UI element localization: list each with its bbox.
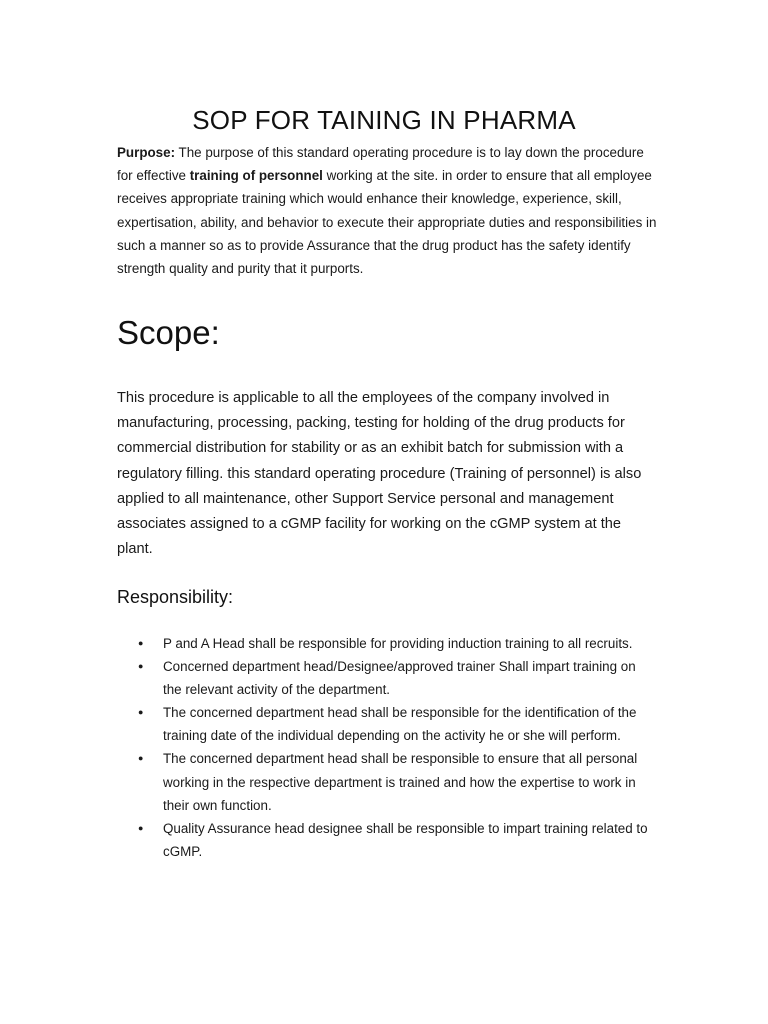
list-item (117, 747, 657, 816)
bullet-icon: ● (138, 707, 144, 718)
purpose-label: Purpose: (117, 145, 176, 160)
list-item (117, 632, 657, 655)
purpose-emphasis: training of personnel (189, 168, 323, 184)
list-item (117, 701, 657, 747)
list-item-text: The concerned department head shall be responsible to ensure that all personal working in the respective department is trained and how the expertise to work in their own function. (163, 751, 638, 813)
list-item (117, 817, 657, 863)
bullet-icon: ● (138, 638, 144, 648)
scope-paragraph: This procedure is applicable to all the employees of the company involved in manufacturing, processing, packing, testing for holding of the drug products for commercial distribution for stability or as an exhibit batch for submission with a regulatory filling. this standard operating procedure (Training of personnel) is also applied to all maintenance, other Support Service personal and management associates assigned to a cGMP facility for working on the cGMP system at the plant. (117, 390, 642, 558)
list-item-text: Quality Assurance head designee shall be responsible to impart training related to cGMP. (163, 820, 648, 859)
bullet-icon: ● (138, 822, 144, 833)
list-item (117, 655, 657, 701)
bullet-icon: ● (138, 753, 144, 764)
list-item-text: Concerned department head/Designee/approved trainer Shall impart training on the relevant activity of the department. (163, 659, 636, 698)
bullet-icon: ● (138, 661, 144, 672)
list-item-text: P and A Head shall be responsible for providing induction training to all recruits. (163, 636, 633, 651)
list-item-text: The concerned department head shall be responsible for the identification of the training date of the individual depending on the activity he or she will perform. (163, 705, 637, 744)
purpose-paragraph (117, 141, 657, 280)
responsibility-list (117, 632, 657, 863)
responsibility-heading: Responsibility: (117, 587, 234, 607)
purpose-text-part-2: working at the site. in order to ensure that all employee receives appropriate training which would enhance their knowledge, experience, skill, expertisation, ability, and behavior to execute their appropriate duties and responsibilities in such a manner so as to provide Assurance that the drug product has the safety identify strength quality and purity that it purports. (117, 168, 657, 277)
purpose-text-part-1: The purpose of this standard operating procedure is to lay down the procedure for effective (117, 145, 644, 184)
document-title: SOP FOR TAINING IN PHARMA (192, 105, 576, 136)
scope-heading: Scope: (117, 314, 220, 351)
